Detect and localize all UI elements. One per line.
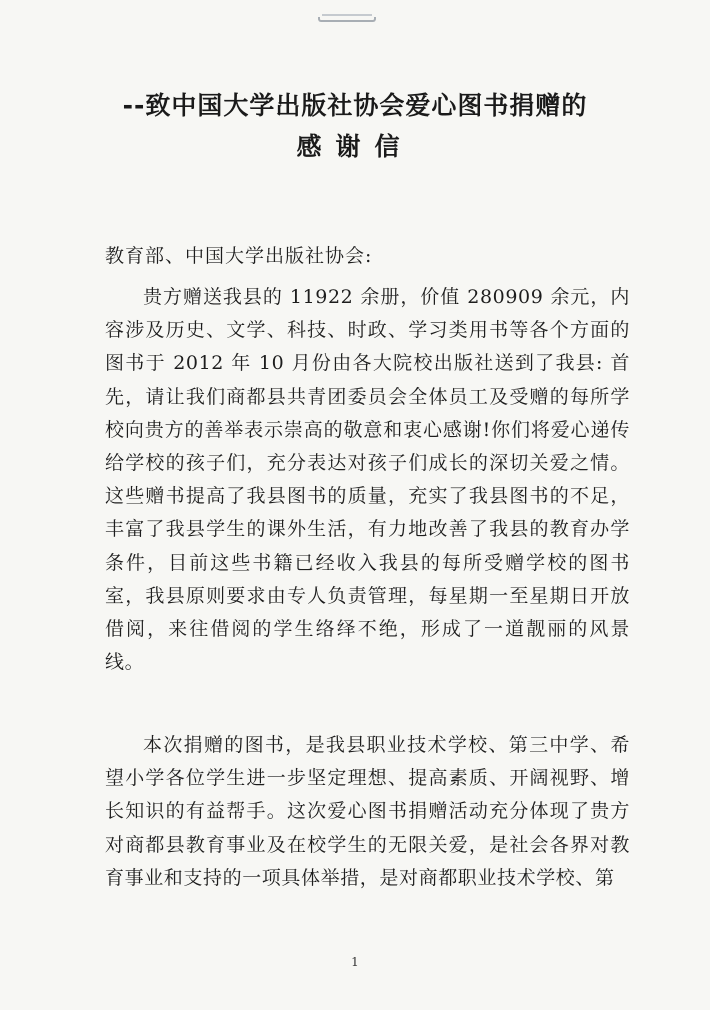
letter-title-line-1: --致中国大学出版社协会爱心图书捐赠的 — [122, 91, 588, 120]
letter-title-line-2: 感谢信 — [296, 132, 414, 161]
page-number: 1 — [351, 955, 359, 969]
body-paragraph: 贵方赠送我县的 11922 余册，价值 280909 余元，内容涉及历史、文学、科技、时政、学习类用书等各个方面的图书于 2012 年 10 月份由各大院校出版社送到了我县: 首先，请让我们商都县共青团委员会全体员工及受赠的每所学校向贵方的善举表示崇高的敬意和衷心感谢!你们将爱心递传给学校的孩子们，充分表达对孩子们成长的深切关爱之情。这些赠书提高了我县图书的质量，充实了我县图书的不足，丰富了我县学生的课外生活，有力地改善了我县的教育办学条件，目前这些书籍已经收入我县的每所受赠学校的图书室，我县原则要求由专人负责管理，每星期一至星期日开放借阅，来往借阅的学生络绎不绝，形成了一道靓丽的风景线。 — [105, 286, 630, 674]
body-paragraph: 本次捐赠的图书，是我县职业技术学校、第三中学、希望小学各位学生进一步坚定理想、提高素质、开阔视野、增长知识的有益帮手。这次爱心图书捐赠活动充分体现了贵方对商都县教育事业及在校学生的无限关爱，是社会各界对教育事业和支持的一项具体举措，是对商都职业技术学校、第 — [105, 734, 630, 889]
staple-icon — [318, 17, 376, 22]
salutation: 教育部、中国大学出版社协会: — [105, 245, 373, 267]
